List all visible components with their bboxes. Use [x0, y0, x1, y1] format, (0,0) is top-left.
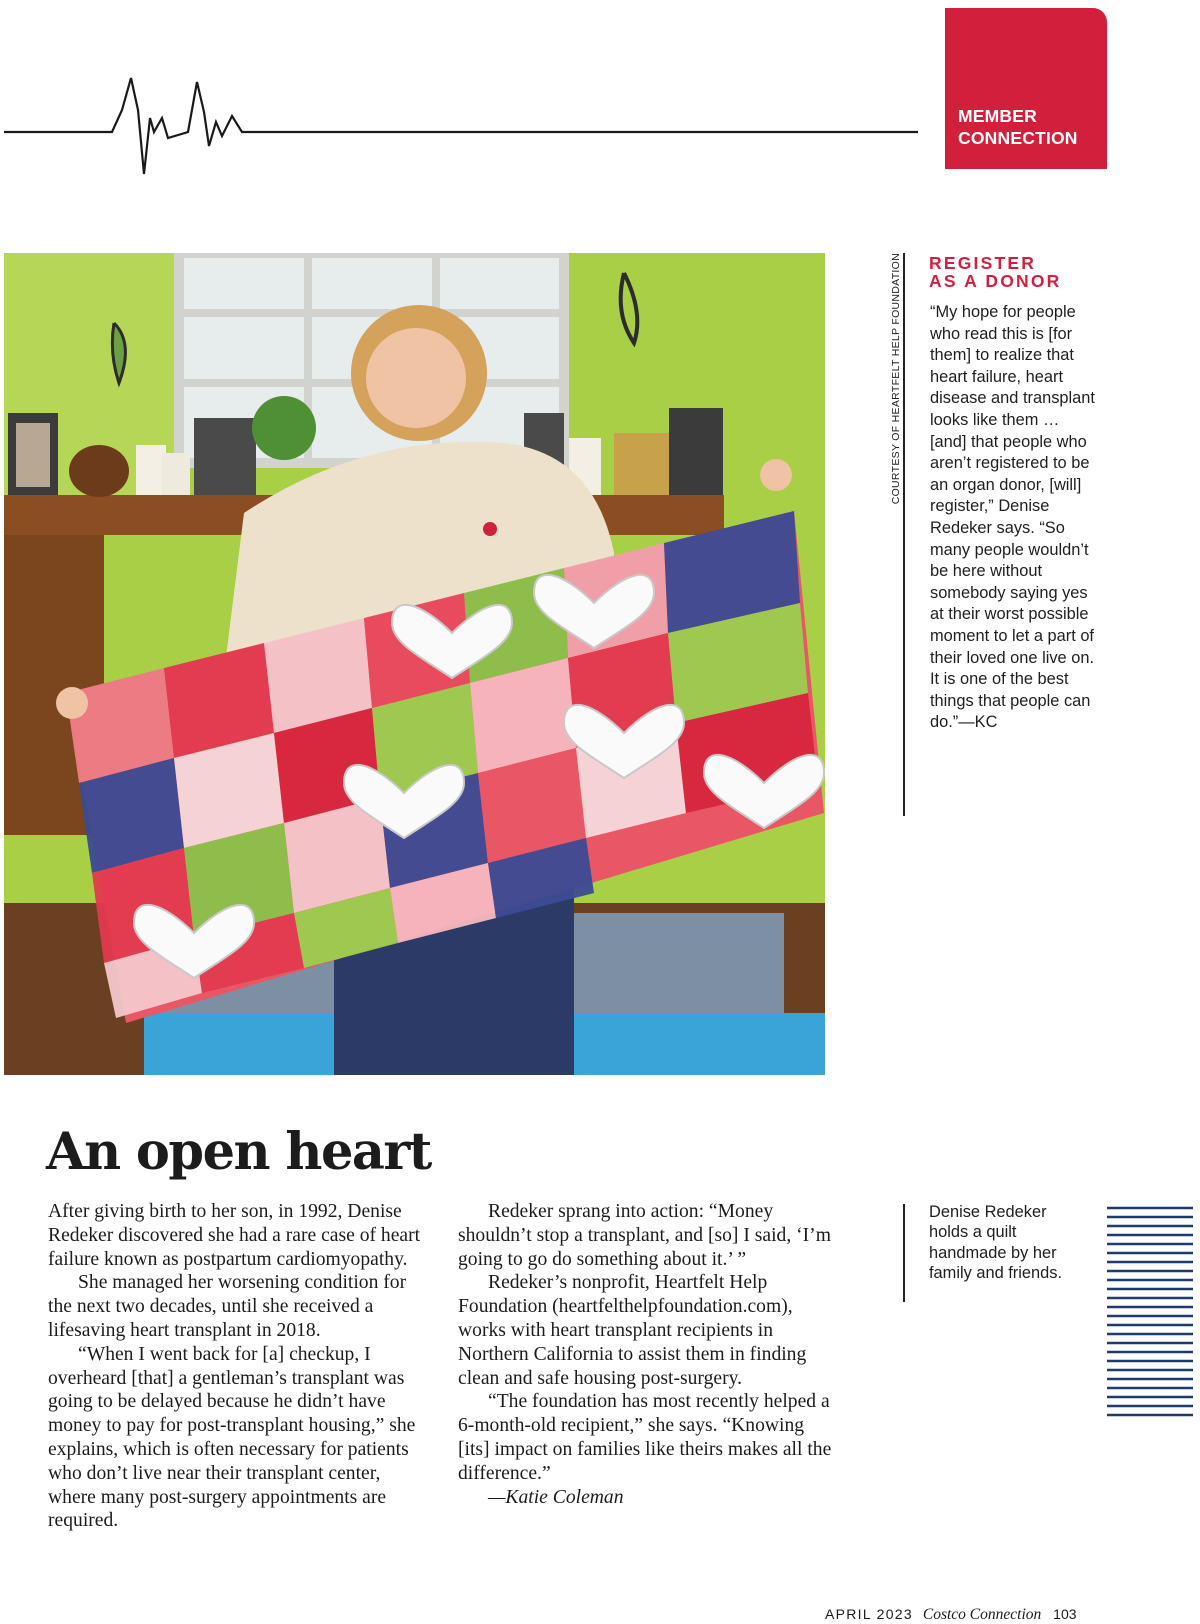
stripes-decoration-icon	[1107, 1206, 1193, 1422]
byline: —Katie Coleman	[488, 1486, 624, 1508]
section-tab	[945, 8, 1107, 169]
paragraph: “The foundation has most recently helped a 6-month-old recipient,” she says. “Knowing [its] impact on families like theirs makes all the difference.”	[458, 1391, 832, 1484]
footer-page-number: 103	[1053, 1606, 1077, 1622]
footer-issue-date: APRIL 2023	[825, 1606, 913, 1622]
feature-photo	[4, 253, 825, 1075]
section-tab-line2: CONNECTION	[958, 128, 1078, 148]
sidebar-quote: “My hope for people who read this is [for them] to realize that heart failure, heart disease and transplant looks like them … [and] that people who aren’t registered to be an organ donor, [will] register,” Denise Redeker says. “So many people wouldn’t be here without somebody saying yes at their worst possible moment to let a part of their loved one live on. It is one of the best things that people can do.”—KC	[930, 303, 1095, 732]
sidebar-heading-line2: AS A DONOR	[929, 271, 1062, 291]
page-footer	[825, 1606, 1185, 1624]
article-column-2	[458, 1200, 838, 1509]
heartbeat-line-icon	[0, 60, 920, 190]
photo-caption: Denise Redeker holds a quilt handmade by her family and friends.	[929, 1203, 1063, 1283]
paragraph: She managed her worsening condition for the next two decades, until she received a lifesaving heart transplant in 2018.	[48, 1272, 407, 1341]
paragraph: After giving birth to her son, in 1992, Denise Redeker discovered she had a rare case of heart failure known as postpartum cardiomyopathy.	[48, 1201, 421, 1270]
sidebar-divider	[903, 253, 905, 816]
paragraph: “When I went back for [a] checkup, I overheard [that] a gentleman’s transplant was going to be delayed because he didn’t have money to pay for post-transplant housing,” she explains, which is often necessary for patients who don’t live near their transplant center, where many post-surgery appointments are required.	[48, 1343, 416, 1532]
sidebar-heading	[929, 254, 1129, 290]
article-column-1	[48, 1200, 430, 1533]
sidebar-heading-line1: REGISTER	[929, 253, 1037, 273]
section-tab-line1: MEMBER	[958, 106, 1037, 126]
paragraph: Redeker sprang into action: “Money shouldn’t stop a transplant, and [so] I said, ‘I’m going to go do something about it.’ ”	[458, 1201, 831, 1270]
photo-credit-text: COURTESY OF HEARTFELT HELP FOUNDATION	[890, 253, 902, 505]
footer-magazine-title: Costco Connection	[922, 1606, 1042, 1623]
caption-divider	[903, 1204, 905, 1302]
paragraph: Redeker’s nonprofit, Heartfelt Help Foundation (heartfelthelpfoundation.com), works with heart transplant recipients in Northern California to assist them in finding clean and safe housing post-surgery.	[458, 1272, 807, 1389]
article-headline: An open heart	[46, 1122, 431, 1182]
quilt-photo-illustration	[4, 253, 825, 1075]
